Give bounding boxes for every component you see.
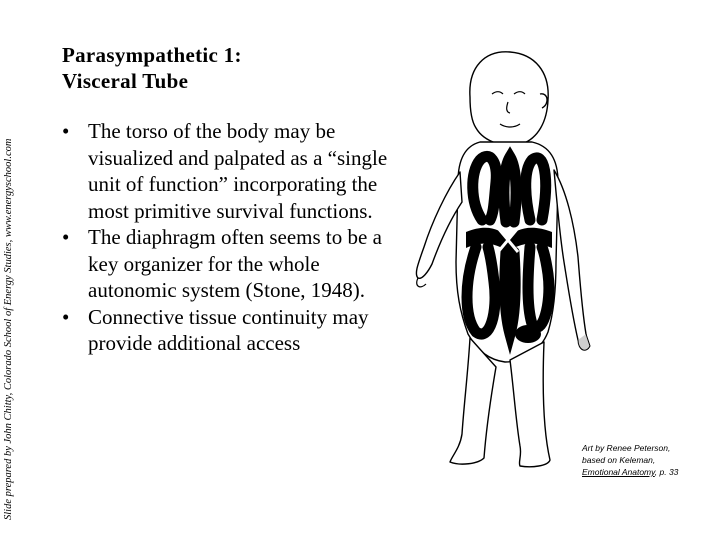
side-credit: Slide prepared by John Chitty, Colorado School of Energy Studies, www.energyschool.com bbox=[3, 138, 14, 520]
art-credit bbox=[582, 442, 712, 478]
left-arm bbox=[416, 172, 462, 278]
bullet-item bbox=[62, 224, 392, 304]
page-ref: , p. 33 bbox=[654, 467, 679, 477]
title-line-2: Visceral Tube bbox=[62, 69, 189, 93]
art-credit-line-2: based on Keleman, bbox=[582, 455, 656, 465]
right-leg bbox=[510, 342, 550, 467]
bullet-list bbox=[62, 118, 392, 357]
art-credit-line-3 bbox=[582, 466, 712, 478]
visceral-tube-center-lower bbox=[505, 252, 515, 334]
child-figure-illustration bbox=[410, 42, 600, 472]
bullet-symbol: • bbox=[62, 304, 70, 329]
left-hand bbox=[417, 278, 426, 287]
right-arm bbox=[554, 170, 586, 343]
book-title: Emotional Anatomy bbox=[582, 467, 655, 477]
bullet-text: The diaphragm often seems to be a key organizer for the whole autonomic system (Stone, 1948). bbox=[88, 225, 382, 302]
bullet-item bbox=[62, 304, 392, 357]
bullet-symbol: • bbox=[62, 225, 70, 249]
head bbox=[470, 52, 548, 146]
title-line-1: Parasympathetic 1: bbox=[62, 43, 242, 67]
bullet-symbol: • bbox=[62, 119, 70, 143]
slide-title bbox=[62, 42, 242, 94]
pelvic-mass bbox=[515, 325, 541, 343]
bullet-text: The torso of the body may be visualized and palpated as a “single unit of function” incorporating the most primitive survival functions. bbox=[88, 119, 388, 223]
bullet-item bbox=[62, 118, 392, 224]
bullet-text: Connective tissue continuity may provide additional access bbox=[88, 304, 369, 355]
art-credit-line-1: Art by Renee Peterson, bbox=[582, 443, 671, 453]
